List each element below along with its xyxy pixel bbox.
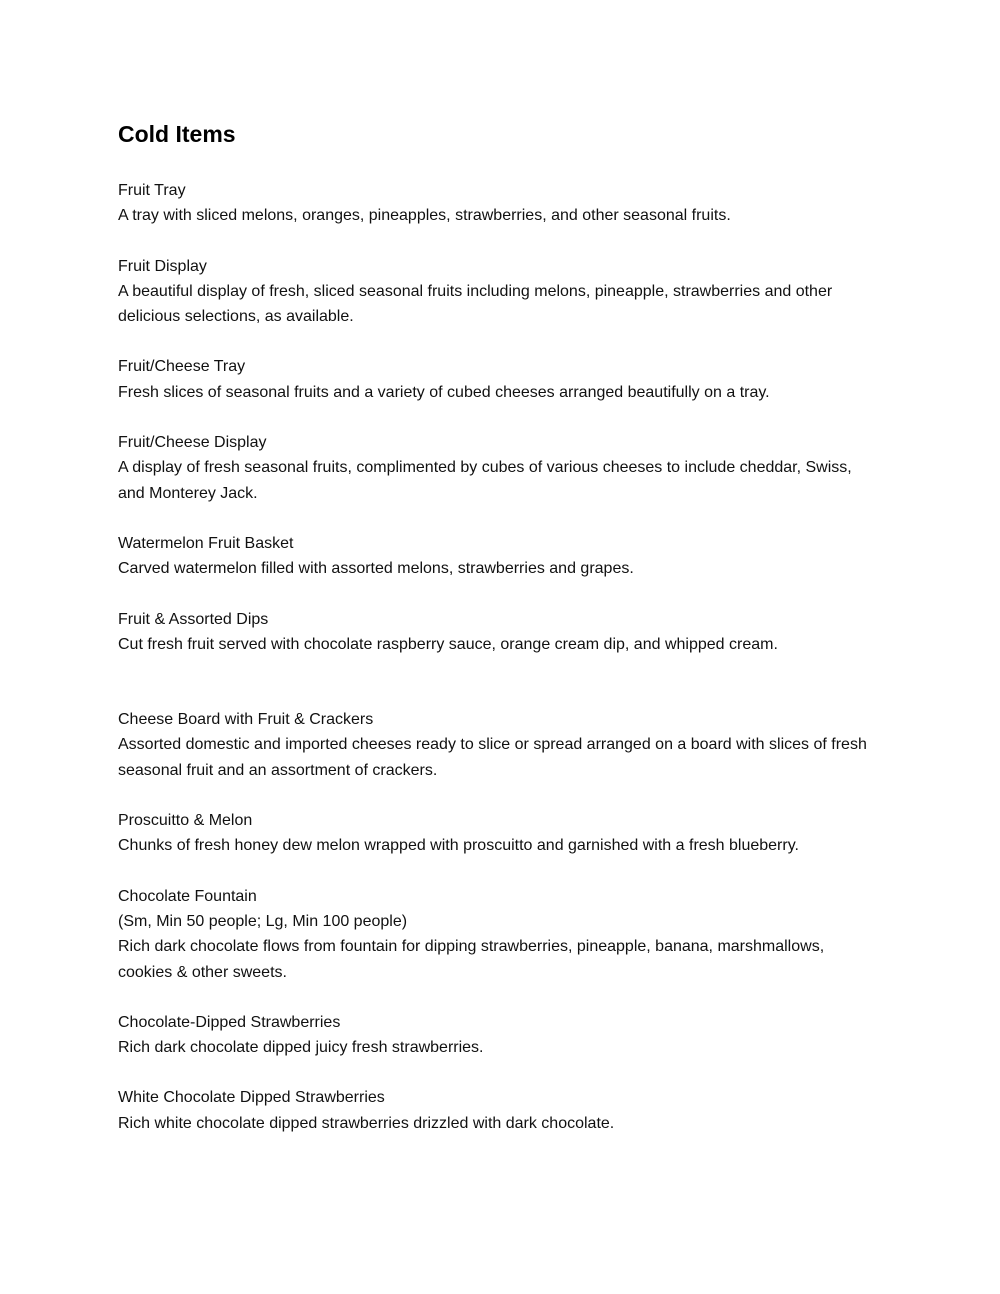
section-heading: Cold Items xyxy=(118,121,236,147)
menu-item-name: Watermelon Fruit Basket xyxy=(118,534,294,552)
menu-item-description: Cut fresh fruit served with chocolate raspberry sauce, orange cream dip, and whipped cream. xyxy=(118,635,778,653)
menu-item-description: Assorted domestic and imported cheeses ready to slice or spread arranged on a board with slices of fresh seasonal fruit and an assortment of crackers. xyxy=(118,736,867,779)
menu-item xyxy=(118,178,878,229)
menu-item-name: Cheese Board with Fruit & Crackers xyxy=(118,711,374,729)
menu-item-description: Rich white chocolate dipped strawberries drizzled with dark chocolate. xyxy=(118,1114,615,1132)
menu-item-name: Fruit Tray xyxy=(118,182,186,199)
menu-item-name: Proscuitto & Melon xyxy=(118,812,253,830)
menu-item xyxy=(118,354,878,405)
menu-item-description: A tray with sliced melons, oranges, pineapples, strawberries, and other seasonal fruits. xyxy=(118,207,731,225)
menu-item-name: White Chocolate Dipped Strawberries xyxy=(118,1089,385,1107)
menu-item xyxy=(118,531,878,582)
menu-item xyxy=(118,1085,878,1136)
menu-item-description: Fresh slices of seasonal fruits and a variety of cubed cheeses arranged beautifully on a tray. xyxy=(118,383,770,401)
menu-item-name: Chocolate-Dipped Strawberries xyxy=(118,1013,341,1031)
menu-item xyxy=(118,707,878,783)
menu-item-list xyxy=(118,178,878,1161)
menu-item-description: A beautiful display of fresh, sliced seasonal fruits including melons, pineapple, strawberries and other delicious selections, as available. xyxy=(118,282,833,326)
menu-item-description: A display of fresh seasonal fruits, complimented by cubes of various cheeses to include cheddar, Swiss, and Monterey Jack. xyxy=(118,459,852,502)
menu-item-name: Fruit/Cheese Display xyxy=(118,434,267,452)
menu-item xyxy=(118,1010,878,1061)
menu-item-name: Fruit Display xyxy=(118,257,207,275)
menu-item xyxy=(118,430,878,506)
menu-item xyxy=(118,254,878,330)
menu-item xyxy=(118,808,878,859)
menu-item-description: Carved watermelon filled with assorted melons, strawberries and grapes. xyxy=(118,560,634,578)
menu-item xyxy=(118,607,878,658)
menu-item-description: Chunks of fresh honey dew melon wrapped with proscuitto and garnished with a fresh blueberry. xyxy=(118,837,799,855)
menu-item-name: Fruit/Cheese Tray xyxy=(118,358,246,376)
menu-item-name: Fruit & Assorted Dips xyxy=(118,610,269,628)
menu-item-serving-note: (Sm, Min 50 people; Lg, Min 100 people) xyxy=(118,912,408,930)
menu-item-description: Rich dark chocolate flows from fountain for dipping strawberries, pineapple, banana, marshmallows, cookies & other sweets. xyxy=(118,938,825,981)
menu-item xyxy=(118,884,878,985)
menu-item-description: Rich dark chocolate dipped juicy fresh strawberries. xyxy=(118,1039,484,1057)
menu-item-name: Chocolate Fountain xyxy=(118,887,257,905)
